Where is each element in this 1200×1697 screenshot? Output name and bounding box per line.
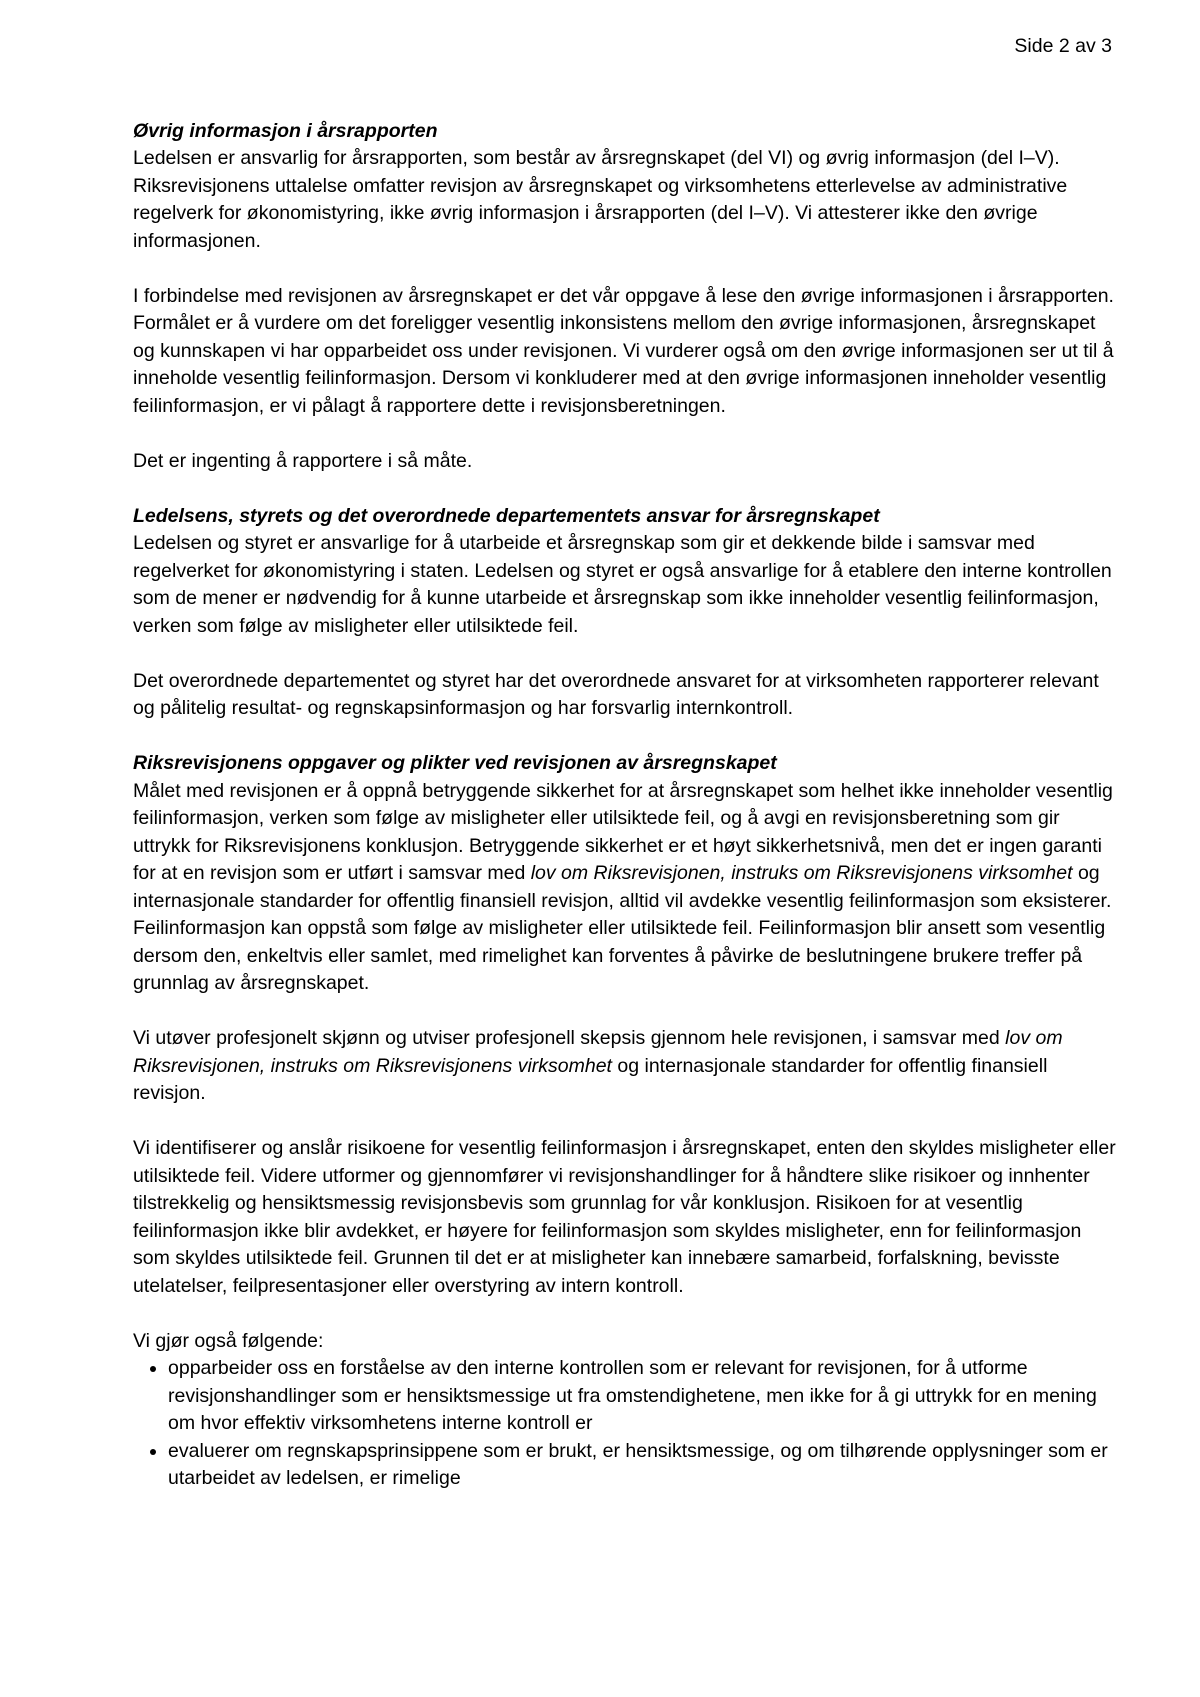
text-run: I forbindelse med revisjonen av årsregnskapet er det vår oppgave å lese den øvrige informasjonen i årsrapporten. Formålet er å vurdere om det foreligger vesentlig inkonsistens mellom den øvrige informasjonen, årsregnskapet og kunnskapen vi har opparbeidet oss under revisjonen. Vi vurderer også om den øvrige informasjonen ser ut til å inneholde vesentlig feilinformasjon. Dersom vi konkluderer med at den øvrige informasjonen inneholder vesentlig feilinformasjon, er vi pålagt å rapportere dette i revisjonsberetningen. [133, 284, 1114, 417]
text-run: Vi utøver profesjonelt skjønn og utviser profesjonell skepsis gjennom hele revisjonen, i samsvar med [133, 1027, 1006, 1049]
list-item [168, 1438, 1122, 1493]
list-item [168, 1355, 1122, 1438]
document-content [133, 118, 1122, 1493]
text-run: Målet med revisjonen er å oppnå betryggende sikkerhet for at årsregnskapet som helhet ikke inneholder vesentlig feilinformasjon, verken som følge av misligheter eller utilsiktede feil, og å avgi en revisjonsberetning som gir uttrykk for Riksrevisjonens konklusjon. Betryggende sikkerhet er et høyt sikkerhetsnivå, men det er ingen garanti for at en revisjon som er utført i samsvar med [133, 779, 1113, 884]
paragraph [133, 778, 1122, 998]
paragraph [133, 448, 1122, 476]
text-run: Det er ingenting å rapportere i så måte. [133, 449, 473, 472]
paragraph [133, 1328, 1122, 1356]
text-run: og internasjonale standarder for offentlig finansiell revisjon. [133, 1054, 1048, 1104]
paragraph [133, 283, 1122, 421]
text-run: evaluerer om regnskapsprinsippene som er brukt, er hensiktsmessige, og om tilhørende opplysninger som er utarbeidet av ledelsen, er rimelige [168, 1439, 1108, 1489]
text-run: opparbeider oss en forståelse av den interne kontrollen som er relevant for revisjonen, for å utforme revisjonshandlinger som er hensiktsmessige ut fra omstendighetene, men ikke for å gi uttrykk for en mening om hvor effektiv virksomhetens interne kontroll er [168, 1357, 1097, 1434]
section-heading: Øvrig informasjon i årsrapporten [133, 119, 438, 142]
text-run: Vi identifiserer og anslår risikoene for vesentlig feilinformasjon i årsregnskapet, enten den skyldes misligheter eller utilsiktede feil. Videre utformer og gjennomfører vi revisjonshandlinger for å håndtere slike risikoer og innhenter tilstrekkelig og hensiktsmessig revisjonsbevis som grunnlag for vår konklusjon. Risikoen for at vesentlig feilinformasjon ikke blir avdekket, er høyere for feilinformasjon som skyldes misligheter, enn for feilinformasjon som skyldes utilsiktede feil. Grunnen til det er at misligheter kan innebære samarbeid, forfalskning, bevisste utelatelser, feilpresentasjoner eller overstyring av intern kontroll. [133, 1137, 1116, 1297]
paragraph [133, 530, 1122, 640]
text-run: Det overordnede departementet og styret har det overordnede ansvaret for at virksomheten rapporterer relevant og pålitelig resultat- og regnskapsinformasjon og har forsvarlig internkontroll. [133, 669, 1099, 719]
bullet-list [133, 1355, 1122, 1493]
section-heading: Ledelsens, styrets og det overordnede departementets ansvar for årsregnskapet [133, 504, 880, 527]
paragraph [133, 145, 1122, 255]
paragraph [133, 668, 1122, 723]
section-heading: Riksrevisjonens oppgaver og plikter ved revisjonen av årsregnskapet [133, 752, 777, 774]
text-run: Vi gjør også følgende: [133, 1329, 324, 1352]
italic-text-run: lov om Riksrevisjonen, instruks om Riksrevisjonens virksomhet [133, 1027, 1063, 1077]
page-number: Side 2 av 3 [1014, 35, 1112, 57]
text-run: og internasjonale standarder for offentlig finansiell revisjon, alltid vil avdekke vesentlig feilinformasjon som eksisterer. Feilinformasjon kan oppstå som følge av misligheter eller utilsiktede feil. Feilinformasjon blir ansett som vesentlig dersom den, enkeltvis eller samlet, med rimelighet kan forventes å påvirke de beslutningene brukere treffer på grunnlag av årsregnskapet. [133, 862, 1112, 994]
text-run: Ledelsen og styret er ansvarlige for å utarbeide et årsregnskap som gir et dekkende bilde i samsvar med regelverket for økonomistyring i staten. Ledelsen og styret er også ansvarlige for å etablere den interne kontrollen som de mener er nødvendig for å kunne utarbeide et årsregnskap som ikke inneholder vesentlig feilinformasjon, verken som følge av misligheter eller utilsiktede feil. [133, 532, 1112, 637]
paragraph [133, 1135, 1122, 1300]
paragraph [133, 1025, 1122, 1108]
text-run: Ledelsen er ansvarlig for årsrapporten, som består av årsregnskapet (del VI) og øvrig informasjon (del I–V). Riksrevisjonens uttalelse omfatter revisjon av årsregnskapet og virksomhetens etterlevelse av administrative regelverk for økonomistyring, ikke øvrig informasjon i årsrapporten (del I–V). Vi attesterer ikke den øvrige informasjonen. [133, 147, 1068, 252]
italic-text-run: lov om Riksrevisjonen, instruks om Riksrevisjonens virksomhet [530, 862, 1073, 884]
